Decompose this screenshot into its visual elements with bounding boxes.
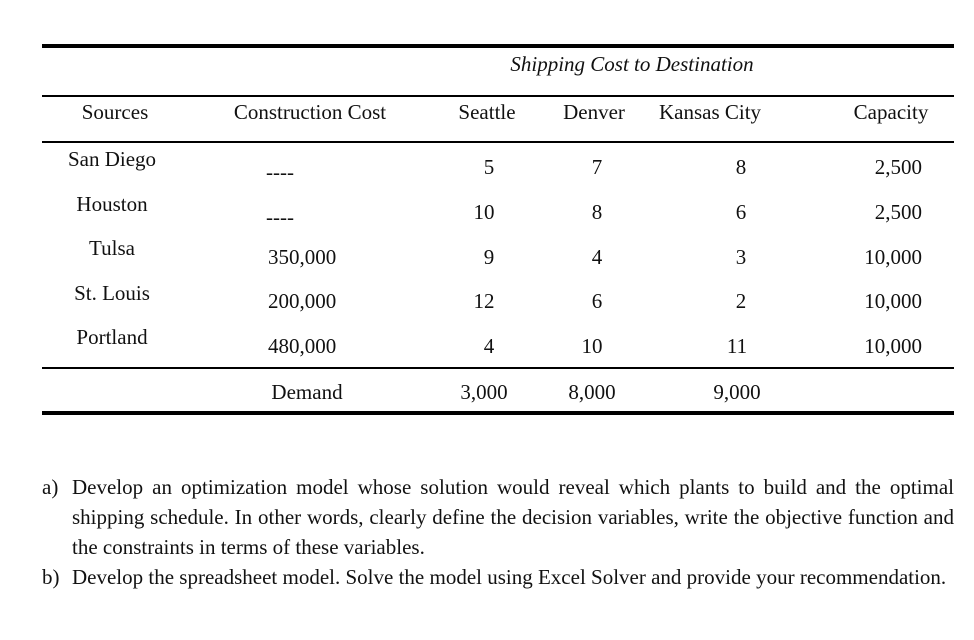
row-source: Houston: [76, 192, 148, 216]
row-capacity: 10,000: [864, 245, 922, 269]
question-text: Develop an optimization model whose solution would reveal which plants to build and the optimal shipping schedule. In other words, clearly define the decision variables, write the objective function and the constraints in terms of these variables.: [72, 475, 954, 559]
header-construction-cost: Construction Cost: [233, 100, 387, 124]
group-header: Shipping Cost to Destination: [510, 52, 754, 76]
demand-rule: [42, 367, 954, 369]
row-construction-cost: ----: [266, 160, 294, 184]
row-seattle: 9: [483, 245, 495, 269]
row-kansas-city: 6: [735, 200, 747, 224]
demand-label: Demand: [271, 380, 343, 404]
question-item: [42, 472, 954, 562]
row-kansas-city: 8: [735, 155, 747, 179]
header-seattle: Seattle: [458, 100, 516, 124]
row-capacity: 2,500: [874, 155, 922, 179]
header-capacity: Capacity: [853, 100, 929, 124]
question-item: [42, 562, 954, 592]
row-seattle: 4: [483, 334, 495, 358]
question-letter: b): [42, 565, 60, 589]
row-denver: 7: [591, 155, 603, 179]
row-source: Portland: [76, 325, 148, 349]
row-construction-cost: 200,000: [268, 289, 337, 313]
row-denver: 10: [581, 334, 603, 358]
row-denver: 6: [591, 289, 603, 313]
question-letter: a): [42, 475, 59, 499]
row-seattle: 10: [473, 200, 495, 224]
demand-seattle: 3,000: [460, 380, 508, 404]
question-text: Develop the spreadsheet model. Solve the model using Excel Solver and provide your recommendation.: [72, 565, 947, 589]
row-seattle: 12: [473, 289, 495, 313]
row-kansas-city: 3: [735, 245, 747, 269]
header-rule: [42, 95, 954, 97]
row-capacity: 10,000: [864, 289, 922, 313]
demand-denver: 8,000: [568, 380, 616, 404]
question-list: [42, 472, 954, 592]
row-kansas-city: 11: [726, 334, 748, 358]
header-sources: Sources: [81, 100, 149, 124]
row-kansas-city: 2: [735, 289, 747, 313]
header-kansas-city: Kansas City: [658, 100, 762, 124]
row-construction-cost: 350,000: [268, 245, 337, 269]
row-construction-cost: ----: [266, 205, 294, 229]
row-source: San Diego: [67, 147, 157, 171]
row-denver: 4: [591, 245, 603, 269]
subheader-rule: [42, 141, 954, 143]
row-capacity: 10,000: [864, 334, 922, 358]
row-source: St. Louis: [74, 281, 150, 305]
row-denver: 8: [591, 200, 603, 224]
row-construction-cost: 480,000: [268, 334, 337, 358]
header-denver: Denver: [563, 100, 625, 124]
row-seattle: 5: [483, 155, 495, 179]
bottom-rule: [42, 411, 954, 415]
top-rule: [42, 44, 954, 48]
demand-kansas-city: 9,000: [713, 380, 761, 404]
row-source: Tulsa: [89, 236, 135, 260]
row-capacity: 2,500: [874, 200, 922, 224]
